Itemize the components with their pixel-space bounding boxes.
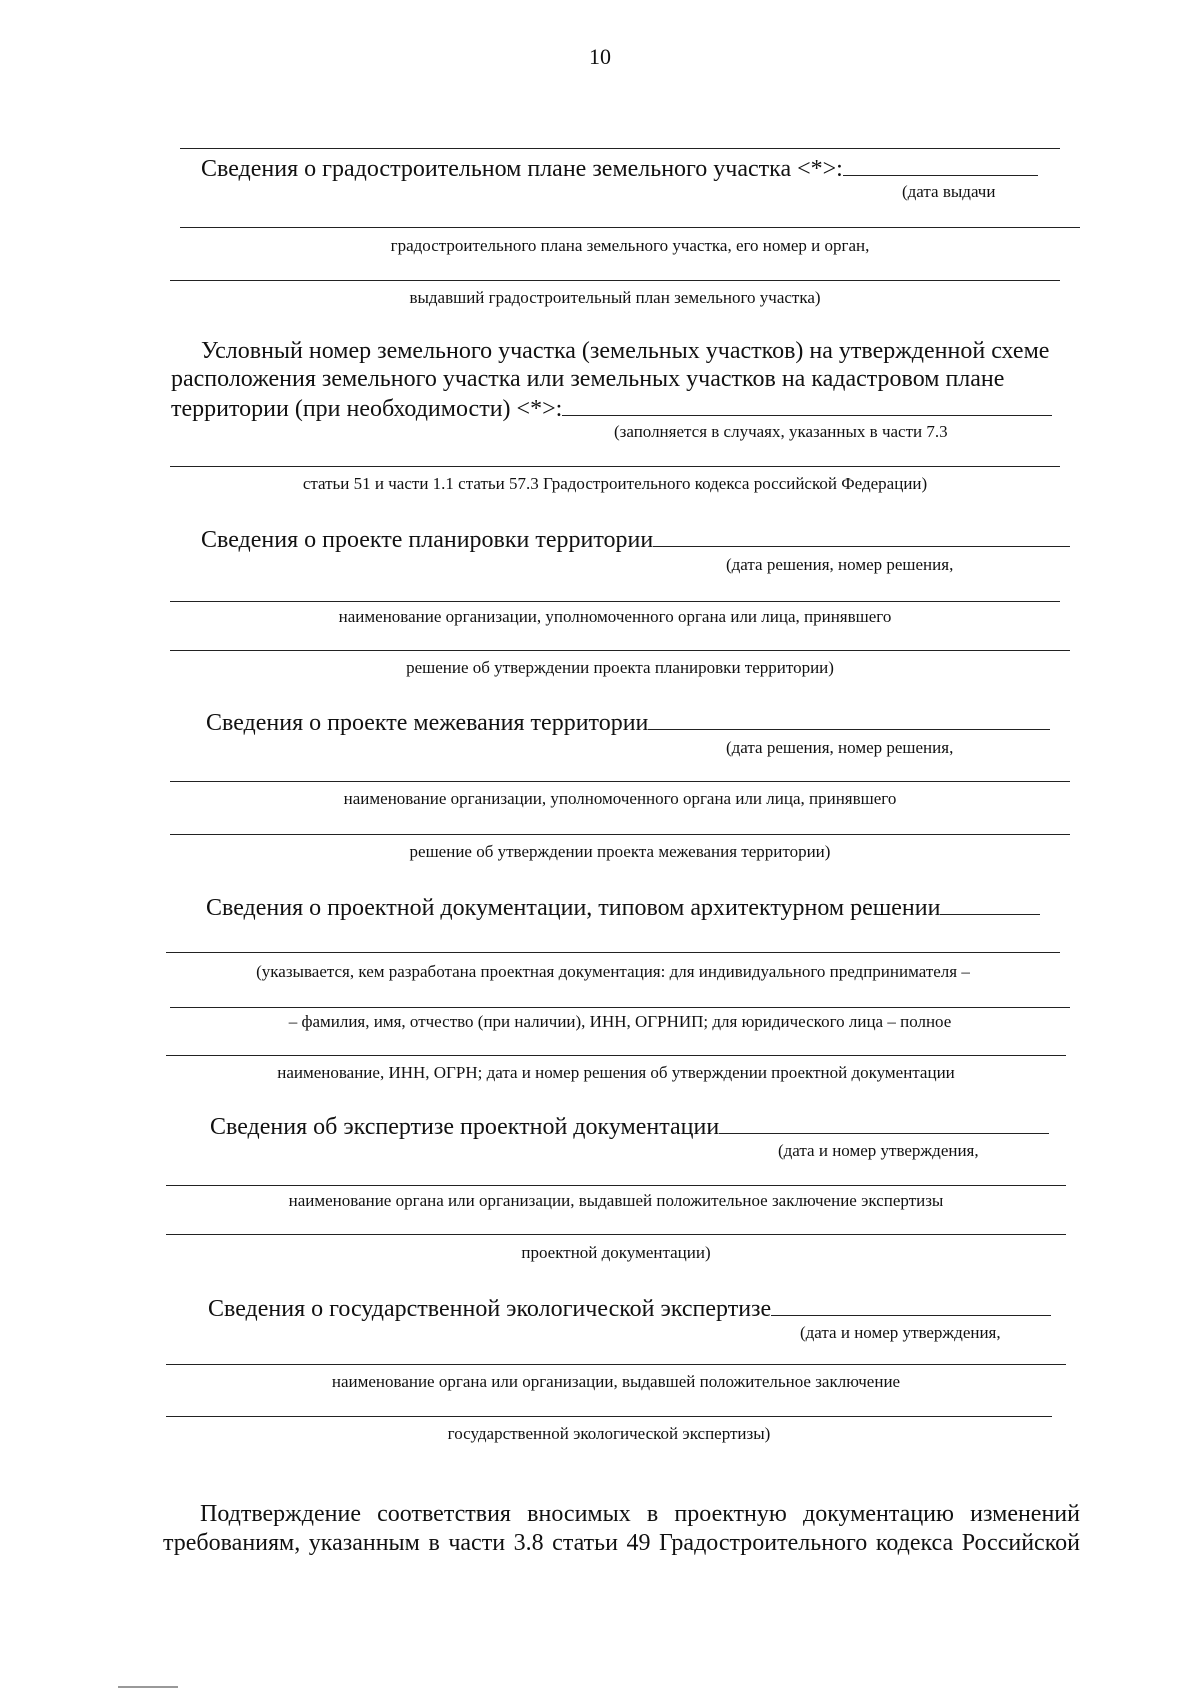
blank-line[interactable]	[166, 1416, 1052, 1417]
planning-project-heading: Сведения о проекте планировки территории	[201, 524, 1070, 554]
blank-line[interactable]	[166, 1055, 1066, 1056]
eco-expertise-input-blank[interactable]	[771, 1293, 1051, 1316]
eco-expertise-hint-1: (дата и номер утверждения,	[800, 1323, 1001, 1342]
gpzu-input-blank[interactable]	[843, 153, 1038, 176]
conditional-number-hint-1: (заполняется в случаях, указанных в части 7.3	[614, 422, 948, 441]
project-docs-heading: Сведения о проектной документации, типовом архитектурном решении	[206, 892, 1040, 922]
expertise-hint-2: наименование органа или организации, выдавшей положительное заключение экспертизы	[288, 1191, 944, 1210]
surveying-project-input-blank[interactable]	[648, 707, 1050, 730]
blank-line[interactable]	[170, 280, 1060, 281]
eco-expertise-hint-2: наименование органа или организации, выдавшей положительное заключение	[331, 1372, 901, 1391]
scan-artifact	[118, 1686, 178, 1688]
expertise-hint-1: (дата и номер утверждения,	[778, 1141, 979, 1160]
gpzu-hint-1: (дата выдачи	[902, 182, 996, 201]
blank-line[interactable]	[170, 1007, 1070, 1008]
project-docs-hint-1: (указывается, кем разработана проектная документация: для индивидуального предпринимателя –	[256, 962, 970, 981]
blank-line[interactable]	[170, 834, 1070, 835]
blank-line[interactable]	[170, 650, 1070, 651]
gpzu-hint-2: градостроительного плана земельного участка, его номер и орган,	[390, 236, 870, 255]
planning-project-hint-3: решение об утверждении проекта планировки территории)	[406, 658, 834, 677]
blank-line[interactable]	[166, 1185, 1066, 1186]
expertise-input-blank[interactable]	[719, 1111, 1049, 1134]
expertise-hint-3: проектной документации)	[521, 1243, 711, 1262]
project-docs-hint-2: – фамилия, имя, отчество (при наличии), ИНН, ОГРНИП; для юридического лица – полное	[288, 1012, 952, 1031]
confirmation-line-1: Подтверждение соответствия вносимых в проектную документацию изменений	[200, 1501, 1080, 1527]
gpzu-heading: Сведения о градостроительном плане земельного участка <*>:	[201, 153, 1038, 183]
blank-line[interactable]	[166, 952, 1060, 953]
page-number: 10	[589, 44, 611, 69]
surveying-project-hint-3: решение об утверждении проекта межевания территории)	[409, 842, 831, 861]
blank-line[interactable]	[170, 781, 1070, 782]
planning-project-input-blank[interactable]	[653, 524, 1070, 547]
project-docs-input-blank[interactable]	[940, 892, 1040, 915]
eco-expertise-heading: Сведения о государственной экологической экспертизе	[208, 1293, 1051, 1323]
blank-line[interactable]	[166, 1364, 1066, 1365]
planning-project-hint-2: наименование организации, уполномоченного органа или лица, принявшего	[338, 607, 892, 626]
conditional-number-line-1: Условный номер земельного участка (земельных участков) на утвержденной схеме	[201, 338, 1050, 364]
project-docs-hint-3: наименование, ИНН, ОГРН; дата и номер решения об утверждении проектной документации	[277, 1063, 955, 1082]
blank-line[interactable]	[170, 466, 1060, 467]
surveying-project-heading: Сведения о проекте межевания территории	[206, 707, 1050, 737]
conditional-number-line-3: территории (при необходимости) <*>:	[171, 393, 1052, 423]
surveying-project-hint-1: (дата решения, номер решения,	[726, 738, 954, 757]
confirmation-line-2: требованиям, указанным в части 3.8 статьи 49 Градостроительного кодекса Российской	[163, 1530, 1080, 1556]
blank-line[interactable]	[180, 227, 1080, 228]
conditional-number-input-blank[interactable]	[562, 393, 1052, 416]
conditional-number-line-2: расположения земельного участка или земельных участков на кадастровом плане	[171, 366, 1005, 392]
surveying-project-hint-2: наименование организации, уполномоченного органа или лица, принявшего	[343, 789, 897, 808]
gpzu-hint-3: выдавший градостроительный план земельного участка)	[409, 288, 821, 307]
planning-project-hint-1: (дата решения, номер решения,	[726, 555, 954, 574]
expertise-heading: Сведения об экспертизе проектной документации	[210, 1111, 1049, 1141]
blank-line	[180, 148, 1060, 149]
blank-line[interactable]	[170, 601, 1060, 602]
eco-expertise-hint-3: государственной экологической экспертизы)	[447, 1424, 771, 1443]
blank-line[interactable]	[166, 1234, 1066, 1235]
conditional-number-hint-2: статьи 51 и части 1.1 статьи 57.3 Градостроительного кодекса российской Федерации)	[302, 474, 928, 493]
